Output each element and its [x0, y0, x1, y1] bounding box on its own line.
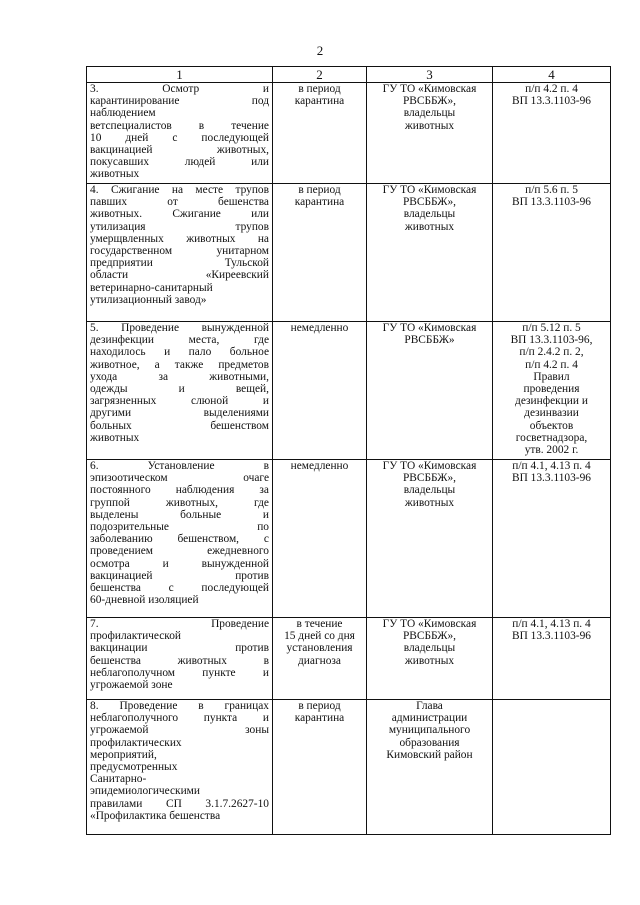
cell-line: в течение — [296, 618, 343, 630]
cell-line: больных бешенством — [90, 419, 269, 432]
table-body — [87, 83, 611, 835]
cell-line: утилизация трупов — [90, 220, 269, 233]
table-row — [87, 83, 611, 184]
cell-line: подозрительные по — [90, 521, 269, 534]
cell-line: дезинвазии — [524, 407, 579, 420]
cell-line: государственном унитарном — [90, 245, 269, 258]
cell-line: муниципального — [388, 724, 471, 737]
cell-line: РВСББЖ», — [402, 472, 457, 485]
cell-line: в период — [298, 184, 341, 196]
cell-line: угрожаемой зоны — [90, 724, 269, 737]
cell-line: п/п 2.4.2 п. 2, — [519, 346, 584, 359]
cell-line: п/п 4.1, 4.13 п. 4 — [512, 618, 591, 630]
cell-line: проведения — [523, 383, 580, 396]
cell-line: РВСББЖ», — [402, 196, 457, 209]
table-cell-col1 — [87, 700, 273, 835]
cell-line: животных — [90, 168, 140, 181]
cell-line: ВП 13.3.1103-96 — [512, 196, 591, 209]
cell-line: 7. Проведение — [90, 618, 269, 630]
header-col-1: 1 — [87, 67, 273, 83]
cell-line: бешенства животных в — [90, 654, 269, 667]
table-cell-col2 — [273, 322, 367, 460]
table-row — [87, 184, 611, 322]
cell-line: эпизоотическом очаге — [90, 472, 269, 485]
table-row — [87, 460, 611, 618]
cell-line: покусавших людей или — [90, 156, 269, 169]
cell-line: предприятии Тульской — [90, 257, 269, 270]
cell-line: профилактических — [90, 736, 182, 749]
cell-line: ветеринарно-санитарный — [90, 281, 213, 294]
cell-line: 8. Проведение в границах — [90, 700, 269, 712]
cell-line: загрязненных слюной и — [90, 395, 269, 408]
cell-line: ухода за животными, — [90, 370, 269, 383]
table-header-row — [87, 67, 611, 83]
cell-line: бешенства с последующей — [90, 582, 269, 595]
cell-line: группой животных, где — [90, 496, 269, 509]
cell-line: карантина — [294, 712, 345, 725]
table-cell-col3 — [367, 184, 493, 322]
cell-line: РВСББЖ» — [404, 334, 455, 347]
table-cell-col1 — [87, 618, 273, 700]
header-col-4: 4 — [493, 67, 611, 83]
cell-line: «Профилактика бешенства — [90, 809, 221, 822]
cell-line: одежды и вещей, — [90, 383, 269, 396]
table-cell-col2 — [273, 700, 367, 835]
cell-line: ГУ ТО «Кимовская — [382, 322, 477, 334]
page-number: 2 — [316, 43, 324, 58]
header-col-2: 2 — [273, 67, 367, 83]
table-cell-col4 — [493, 460, 611, 618]
cell-line: животных — [404, 220, 455, 233]
cell-line: госветнадзора, — [515, 431, 588, 444]
table-cell-col2 — [273, 618, 367, 700]
table-cell-col2 — [273, 184, 367, 322]
table-cell-col4 — [493, 184, 611, 322]
cell-line: Кимовский район — [386, 748, 473, 761]
cell-line: ВП 13.3.1103-96 — [512, 630, 591, 643]
cell-line: неблагополучном пункте и — [90, 666, 269, 679]
cell-line: п/п 4.1, 4.13 п. 4 — [512, 460, 591, 472]
table-cell-col3 — [367, 322, 493, 460]
cell-line: владельцы — [403, 107, 456, 120]
table-cell-col1 — [87, 83, 273, 184]
cell-line: животных — [404, 119, 455, 132]
cell-line: животных — [404, 496, 455, 509]
table-cell-col3 — [367, 460, 493, 618]
cell-line: мероприятий, — [90, 748, 157, 761]
cell-line: ГУ ТО «Кимовская — [382, 618, 477, 630]
cell-line: ВП 13.3.1103-96, — [510, 334, 593, 347]
cell-line: животных — [404, 654, 455, 667]
cell-line: карантина — [294, 196, 345, 209]
cell-line: дезинфекции и — [515, 395, 588, 408]
cell-line: животных. Сжигание или — [90, 208, 269, 221]
cell-line: РВСББЖ», — [402, 630, 457, 643]
cell-line: в период — [298, 700, 341, 712]
table-cell-col4 — [493, 618, 611, 700]
cell-line: осмотра и вынужденной — [90, 557, 269, 570]
cell-line: ГУ ТО «Кимовская — [382, 460, 477, 472]
cell-line: дезинфекции места, где — [90, 334, 269, 347]
cell-line: правилами СП 3.1.7.2627-10 — [90, 797, 269, 810]
cell-line: Правил — [533, 370, 570, 383]
cell-line: образования — [399, 736, 460, 749]
cell-line: утв. 2002 г. — [524, 444, 579, 457]
table-row — [87, 322, 611, 460]
cell-line: 60-дневной изоляцией — [90, 594, 199, 607]
cell-line: области «Киреевский — [90, 269, 269, 282]
cell-line: ВП 13.3.1103-96 — [512, 472, 591, 485]
cell-line: находилось и пало больное — [90, 346, 269, 359]
cell-line: в период — [298, 83, 341, 95]
cell-line: 4. Сжигание на месте трупов — [90, 184, 269, 196]
cell-line: п/п 5.6 п. 5 — [525, 184, 578, 196]
cell-line: Глава — [416, 700, 443, 712]
table-cell-col1 — [87, 184, 273, 322]
cell-line: РВСББЖ», — [402, 95, 457, 108]
table-cell-col3 — [367, 83, 493, 184]
cell-line: владельцы — [403, 208, 456, 221]
table-cell-col2 — [273, 460, 367, 618]
cell-line: владельцы — [403, 642, 456, 655]
cell-line: выделены больные и — [90, 508, 269, 521]
cell-line: 15 дней со дня — [284, 630, 355, 643]
cell-line: заболеванию бешенством, с — [90, 533, 269, 546]
cell-line: Санитарно- — [90, 773, 147, 786]
table-cell-col2 — [273, 83, 367, 184]
cell-line: другими выделениями — [90, 407, 269, 420]
table-cell-col3 — [367, 700, 493, 835]
cell-line: утилизационный завод» — [90, 293, 207, 306]
cell-line: п/п 4.2 п. 4 — [525, 83, 578, 95]
cell-line: проведением ежедневного — [90, 545, 269, 558]
cell-line: профилактической — [90, 630, 182, 643]
cell-line: вакцинацией против — [90, 569, 269, 582]
cell-line: владельцы — [403, 484, 456, 497]
table-row — [87, 618, 611, 700]
cell-line: наблюдением — [90, 107, 156, 120]
cell-line: угрожаемой зоне — [90, 679, 173, 692]
cell-line: 10 дней с последующей — [90, 131, 269, 144]
cell-line: немедленно — [290, 460, 349, 472]
cell-line: п/п 4.2 п. 4 — [525, 358, 578, 371]
table-cell-col1 — [87, 460, 273, 618]
cell-line: ГУ ТО «Кимовская — [382, 83, 477, 95]
cell-line: 3. Осмотр и — [90, 83, 269, 95]
cell-line: ВП 13.3.1103-96 — [512, 95, 591, 108]
cell-line: постоянного наблюдения за — [90, 484, 269, 497]
cell-line: неблагополучного пункта и — [90, 712, 269, 725]
cell-line: карантинирование под — [90, 95, 269, 108]
cell-line: карантина — [294, 95, 345, 108]
cell-line: вакцинации против — [90, 642, 269, 655]
measures-table — [86, 66, 611, 835]
table-cell-col4 — [493, 83, 611, 184]
cell-line: ГУ ТО «Кимовская — [382, 184, 477, 196]
cell-line: п/п 5.12 п. 5 — [522, 322, 581, 334]
cell-line: установления — [286, 642, 353, 655]
table-cell-col4 — [493, 322, 611, 460]
cell-line: ветспециалистов в течение — [90, 119, 269, 132]
cell-line: предусмотренных — [90, 761, 178, 774]
cell-line: вакцинацией животных, — [90, 144, 269, 157]
cell-line: 6. Установление в — [90, 460, 269, 472]
table-row — [87, 700, 611, 835]
cell-line: немедленно — [290, 322, 349, 334]
table-cell-col1 — [87, 322, 273, 460]
cell-line: администрации — [391, 712, 468, 725]
cell-line: павших от бешенства — [90, 196, 269, 209]
cell-line: диагноза — [298, 654, 341, 667]
cell-line: эпидемиологическими — [90, 785, 200, 798]
table-cell-col3 — [367, 618, 493, 700]
cell-line: животное, а также предметов — [90, 358, 269, 371]
cell-line: объектов — [529, 419, 574, 432]
cell-line: 5. Проведение вынужденной — [90, 322, 269, 334]
cell-line: животных — [90, 431, 140, 444]
cell-line: умерщвленных животных на — [90, 232, 269, 245]
header-col-3: 3 — [367, 67, 493, 83]
table-cell-col4 — [493, 700, 611, 835]
